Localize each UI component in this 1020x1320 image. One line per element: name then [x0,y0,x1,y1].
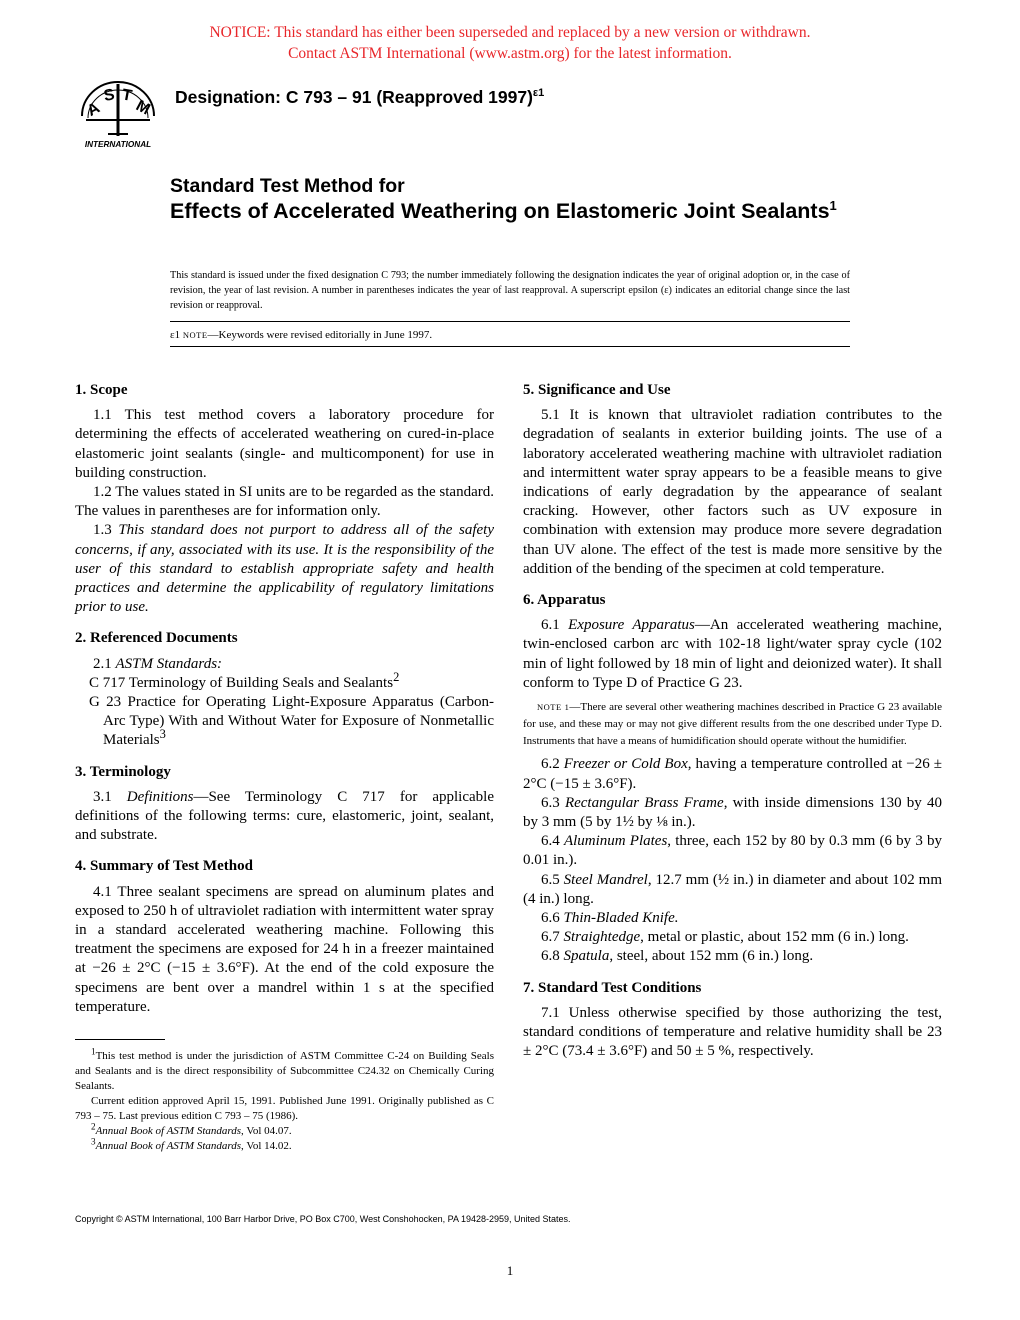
reference-g23-sup: 3 [159,727,166,742]
title-pre: Standard Test Method for [170,175,405,197]
left-column [75,381,494,1017]
note-1-text: —There are several other weathering machines described in Practice G 23 available for use, and these may or may not give different results from the one described under Type D. Instruments that have a means of humidification should operate without the humidifier. [523,701,943,747]
footnote-3-mark: 3 [91,1136,96,1147]
paragraph-6-8-term: Spatula [563,948,610,965]
divider-bottom [170,346,850,347]
paragraph-6-7 [523,928,942,947]
footnote-2-title: Annual Book of ASTM Standards [95,1125,242,1137]
paragraph-2-1-label: ASTM Standards: [115,655,223,672]
section-heading-referenced: 2. Referenced Documents [75,630,238,647]
right-column [523,381,942,1061]
paragraph-7-1: 7.1 Unless otherwise specified by those authorizing the test, standard conditions of temperature and relative humidity shall be 23 ± 2°C (73.4 ± 3.6°F) and 50 ± 5 %, respectively. [523,1004,942,1060]
paragraph-6-3-term: Rectangular Brass Frame [564,794,724,811]
designation-abstract: This standard is issued under the fixed designation C 793; the number immediately following the designation indicates the year of original adoption or, in the case of revision, the year of last revision. A number in parentheses indicates the year of last reapproval. A superscript epsilon (ε) indicates an editorial change since the last revision or reapproval. [170,270,850,311]
paragraph-6-2-num: 6.2 [541,756,564,773]
footnote-1-mark: 1 [91,1046,96,1057]
section-heading-terminology: 3. Terminology [75,763,171,780]
paragraph-6-8-text: , steel, about 152 mm (6 in.) long. [609,948,814,965]
paragraph-2-1-num: 2.1 [93,655,116,672]
logo-letter-t: T [120,86,134,105]
paragraph-6-3-num: 6.3 [541,794,565,811]
paragraph-1-2: 1.2 The values stated in SI units are to be regarded as the standard. The values in parentheses are for information only. [75,484,494,520]
paragraph-1-3-num: 1.3 [93,522,119,539]
editorial-note [170,328,850,343]
paragraph-6-4-text: , three, each 152 by 80 by 0.3 mm (6 by 3 by 0.01 in.). [523,833,943,869]
paragraph-6-2 [523,755,942,793]
logo-caption: INTERNATIONAL [84,140,152,149]
editorial-text: —Keywords were revised editorially in June 1997. [207,329,433,341]
footnotes [75,1046,494,1154]
paragraph-6-8-num: 6.8 [541,948,564,965]
footnote-1-edition: Current edition approved April 15, 1991. Published June 1991. Originally published as C 793 – 75. Last previous edition C 793 – 75 (1986). [75,1095,494,1122]
section-heading-conditions: 7. Standard Test Conditions [523,979,702,996]
paragraph-4-1: 4.1 Three sealant specimens are spread on aluminum plates and exposed to 250 h of ultraviolet radiation with intermittent water spray in a standard accelerated weathering machine. Following this treatment the specimens are exposed for 24 h in a freezer maintained at −26 ± 2°C (−15 ± 3.6°F). At the end of the cold exposure the specimens are bent over a mandrel within 1 s at the specified temperature. [75,883,494,1015]
title-main [170,199,870,224]
footnote-2-mark: 2 [91,1121,96,1132]
paragraph-1-1: 1.1 This test method covers a laboratory procedure for determining the effects of accelerated weathering on cured-in-place elastomeric joint sealants (single- and multicomponent) for use in building construction. [75,407,494,481]
paragraph-6-1 [523,616,942,693]
reference-c717 [75,669,494,693]
paragraph-6-2-term: Freezer or Cold Box [563,756,688,773]
designation [175,87,544,108]
divider-top [170,321,850,322]
paragraph-6-6 [523,909,942,928]
paragraph-2-1 [75,655,494,674]
copyright-line: Copyright © ASTM International, 100 Barr Harbor Drive, PO Box C700, West Conshohocken, PA 19428-2959, United States. [75,1214,571,1224]
paragraph-6-7-num: 6.7 [541,929,564,946]
paragraph-6-5 [523,871,942,909]
notice-line-2: Contact ASTM International (www.astm.org) for the latest information. [288,45,732,62]
paragraph-6-7-text: , metal or plastic, about 152 mm (6 in.) long. [640,929,909,946]
note-1-label: NOTE 1 [537,702,570,713]
page-number: 1 [506,1263,514,1278]
paragraph-6-2-text: , having a temperature controlled at −26 ± 2°C (−15 ± 3.6°F). [523,756,943,792]
paragraph-6-1-term: Exposure Apparatus [568,617,695,634]
paragraph-5-1: 5.1 It is known that ultraviolet radiation contributes to the degradation of sealants in exterior building joints. The use of a laboratory accelerated weathering machine with ultraviolet radiation and intermittent water spray appears to be a feasible means to give indications of early degradation by the appearance of sealant cracking. However, other factors such as UV exposure in combination with extension may produce more severe degradation than UV alone. The effect of the test is made more sensitive by the addition of the bending of the specimen at cold temperature. [523,407,942,577]
editorial-label: NOTE [182,330,208,340]
paragraph-1-3-text: This standard does not purport to address all of the safety concerns, if any, associated with its use. It is the responsibility of the user of this standard to establish appropriate safety and health practices and determine the applicability of regulatory limitations prior to use. [75,522,495,616]
paragraph-6-1-text: —An accelerated weathering machine, twin-enclosed carbon arc with 102-18 light/water spray cycle (102 min of light followed by 18 min of light and deionized water). It shall conform to Type D of Practice G 23. [523,617,942,691]
footnote-2-vol: , Vol 04.07. [241,1125,292,1137]
paragraph-3-1-text: —See Terminology C 717 for applicable definitions of the following terms: cure, elastomeric, joint, sealant, and substrate. [75,788,494,844]
paragraph-6-3-text: , with inside dimensions 130 by 40 by 3 mm (5 by 1½ by ⅛ in.). [523,794,942,831]
paragraph-6-8 [523,947,942,966]
logo-letter-a: A [84,99,103,120]
designation-sup: ε1 [532,87,545,100]
note-1 [523,699,942,749]
logo-letter-m: M [132,97,153,119]
paragraph-6-5-num: 6.5 [541,871,564,888]
paragraph-6-7-term: Straightedge [563,929,641,946]
reference-c717-sup: 2 [393,669,400,684]
paragraph-6-6-num: 6.6 [541,910,564,927]
reference-c717-text: C 717 Terminology of Building Seals and Sealants [89,674,394,691]
editorial-mark: ε1 [170,329,181,341]
section-heading-summary: 4. Summary of Test Method [75,858,253,875]
paragraph-6-3 [523,794,942,832]
footnote-3 [75,1136,494,1154]
section-heading-scope: 1. Scope [75,382,128,398]
footnote-1-text: This test method is under the jurisdiction of ASTM Committee C-24 on Building Seals and Sealants and is the direct responsibility of Subcommittee C24.32 on Chemically Curing Sealants. [75,1050,494,1092]
paragraph-6-1-num: 6.1 [541,617,569,634]
astm-logo [74,74,162,150]
paragraph-3-1-term: Definitions [126,788,194,805]
title-footnote-mark: 1 [829,197,837,213]
notice-line-1: NOTICE: This standard has either been superseded and replaced by a new version or withdrawn. [209,24,811,41]
section-heading-apparatus: 6. Apparatus [523,592,606,609]
paragraph-6-4 [523,832,942,870]
footnote-1 [75,1046,494,1094]
paragraph-6-4-num: 6.4 [541,833,564,850]
reference-g23-text: G 23 Practice for Operating Light-Exposure Apparatus (Carbon-Arc Type) With and Without Water for Exposure of Nonmetallic Materials [89,694,494,749]
paragraph-3-1 [75,788,494,846]
footnote-3-title: Annual Book of ASTM Standards [95,1140,242,1152]
designation-text: Designation: C 793 – 91 (Reapproved 1997) [175,87,533,107]
reference-g23 [75,693,494,751]
section-heading-significance: 5. Significance and Use [523,382,671,398]
footnote-3-vol: , Vol 14.02. [241,1140,292,1152]
document-title [170,174,870,224]
paragraph-6-5-text: , 12.7 mm (½ in.) in diameter and about 102 mm (4 in.) long. [523,871,942,907]
title-main-text: Effects of Accelerated Weathering on Elastomeric Joint Sealants [170,199,830,223]
logo-letter-s: S [102,86,116,105]
footnote-2 [75,1121,494,1139]
paragraph-3-1-num: 3.1 [93,788,127,805]
paragraph-6-4-term: Aluminum Plates [563,833,668,850]
paragraph-1-3 [75,521,494,617]
paragraph-6-5-term: Steel Mandrel [563,871,648,888]
supersede-notice [0,22,1020,64]
footnote-rule [75,1039,165,1040]
paragraph-6-6-term: Thin-Bladed Knife. [563,910,679,927]
